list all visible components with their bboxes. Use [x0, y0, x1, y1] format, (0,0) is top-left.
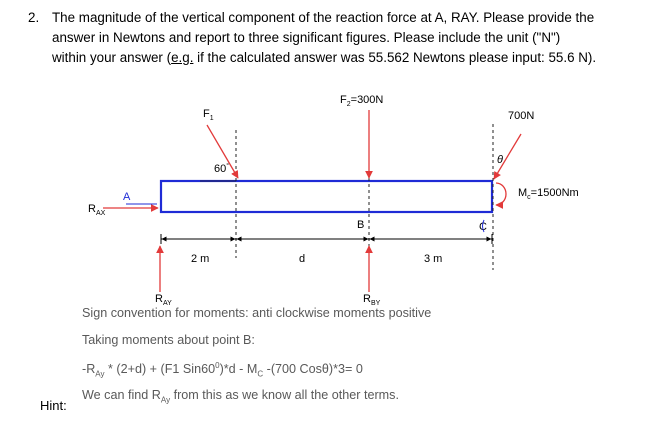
- rax-label: $R_{AX}$: [88, 203, 106, 217]
- point-c-label: C: [479, 221, 487, 233]
- question-line-3: within your answer (e.g. if the calculated answer was 55.562 Newtons please input: 55.6 N).: [52, 50, 597, 65]
- question-number: 2.: [28, 10, 40, 25]
- hint-line-4: We can find $R_{Ay}$ from this as we know all the other terms.: [82, 388, 399, 405]
- dim-d-label: d: [299, 253, 306, 265]
- f2-label: $F_2=300N$: [340, 94, 384, 108]
- hint-line-2: Taking moments about point B:: [82, 333, 255, 347]
- dim-2m-label: 2 m: [191, 253, 210, 265]
- moment-label: $M_c=1500Nm$: [518, 187, 579, 201]
- angle-60-label: 60°: [214, 163, 230, 175]
- point-a-label: A: [123, 191, 131, 203]
- hint-line-1: Sign convention for moments: anti clockwise moments positive: [82, 306, 432, 320]
- hint-line-3: $-R_{Ay} * (2+d) + (F1$ $Sin60^0)*d - M_C$ -(700 Cosθ)*3= 0: [82, 361, 363, 379]
- rby-label: $R_{BY}$: [363, 293, 381, 307]
- question-line-2: answer in Newtons and report to three significant figures. Please include the unit ("N"): [52, 30, 561, 45]
- theta-label: θ: [497, 154, 503, 166]
- beam: [161, 181, 492, 212]
- force-700-label: 700N: [508, 110, 535, 122]
- moment-arc: [496, 183, 506, 205]
- f1-label: $F_1$: [203, 108, 214, 122]
- hint-label: Hint:: [40, 398, 67, 413]
- point-b-label: B: [357, 219, 365, 231]
- eg-link: e.g.: [171, 50, 194, 65]
- question-line-1: The magnitude of the vertical component of the reaction force at A, RAY. Please provide the: [52, 10, 595, 25]
- ray-label: $R_{AY}$: [155, 293, 172, 307]
- dim-3m-label: 3 m: [424, 253, 443, 265]
